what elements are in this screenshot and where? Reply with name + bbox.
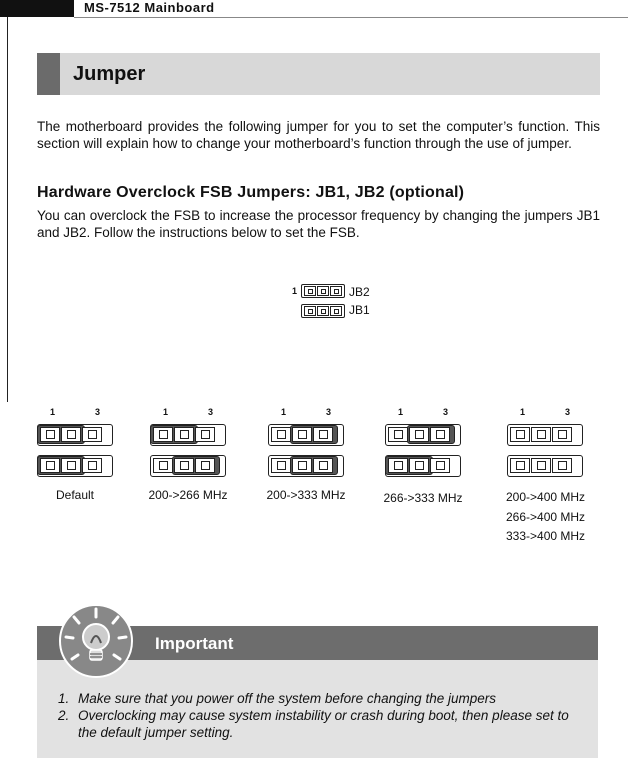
- important-item-number: 2.: [58, 708, 70, 723]
- jumper-pin: [552, 458, 572, 473]
- pin-three-marker: 3: [326, 407, 332, 417]
- legend-jb1-header: [301, 304, 345, 318]
- jumper-pin: [313, 458, 333, 473]
- jumper-pin: [271, 458, 291, 473]
- left-margin-line: [7, 17, 8, 402]
- intro-paragraph: The motherboard provides the following jumper for you to set the computer’s function. This section will explain how to change your motherboard’s function through the use of jumper.: [37, 119, 600, 151]
- jumper-pin: [195, 458, 215, 473]
- jumper-pin: [409, 427, 429, 442]
- jumper-pin: [174, 427, 194, 442]
- pin-three-marker: 3: [443, 407, 449, 417]
- header-rule: [74, 17, 628, 18]
- jumper-pin: [510, 458, 530, 473]
- pin-three-marker: 3: [95, 407, 101, 417]
- pin-one-marker: 1: [281, 407, 287, 417]
- important-item-number: 1.: [58, 691, 70, 706]
- setting-caption: Default: [55, 488, 95, 502]
- header-title: MS-7512 Mainboard: [84, 0, 215, 15]
- important-item-text: Make sure that you power off the system before changing the jumpers: [78, 691, 496, 706]
- header-black-tab: [0, 0, 74, 17]
- important-item: [58, 690, 588, 707]
- important-item-text: Overclocking may cause system instability or crash during boot, then please set to the default jumper setting.: [78, 708, 569, 740]
- jumper-pin: [531, 427, 551, 442]
- setting-caption-list: [506, 488, 585, 547]
- setting-caption: 200->400 MHz: [506, 490, 586, 504]
- pin-one-marker: 1: [398, 407, 404, 417]
- jumper-pin: [40, 427, 60, 442]
- legend-jb1-label: JB1: [349, 303, 370, 317]
- jumper-pin: [409, 458, 429, 473]
- jb2-header: [385, 424, 461, 446]
- jumper-pin: [552, 427, 572, 442]
- important-title: Important: [155, 634, 234, 653]
- jumper-pin: [195, 427, 215, 442]
- subsection-title: Hardware Overclock FSB Jumpers: JB1, JB2 (optional): [37, 184, 465, 201]
- legend-jb2-header: [301, 284, 345, 298]
- important-item: [58, 707, 588, 741]
- jumper-pin: [430, 458, 450, 473]
- jb1-header: [385, 455, 461, 477]
- jb2-header: [37, 424, 113, 446]
- jb2-header: [150, 424, 226, 446]
- subsection-paragraph: You can overclock the FSB to increase the processor frequency by changing the jumpers JB1 and JB2. Follow the instructions below to set the FSB.: [37, 208, 600, 240]
- jumper-pin: [292, 458, 312, 473]
- jb1-header: [150, 455, 226, 477]
- jumper-pin: [430, 427, 450, 442]
- jumper-pin: [82, 427, 102, 442]
- setting-caption: 200->266 MHz: [148, 488, 228, 502]
- jumper-pin: [153, 458, 173, 473]
- jumper-pin: [82, 458, 102, 473]
- section-title: Jumper: [73, 63, 146, 85]
- jumper-pin: [153, 427, 173, 442]
- setting-caption: 266->333 MHz: [383, 491, 463, 505]
- jb2-header: [268, 424, 344, 446]
- jumper-pin: [388, 458, 408, 473]
- jb1-header: [37, 455, 113, 477]
- jumper-pin: [388, 427, 408, 442]
- setting-caption: 200->333 MHz: [266, 488, 346, 502]
- setting-caption: 266->400 MHz: [506, 509, 586, 524]
- pin-one-marker: 1: [50, 407, 56, 417]
- jumper-pin: [510, 427, 530, 442]
- lightbulb-icon: [58, 603, 134, 679]
- legend-pin-one: 1: [292, 286, 298, 296]
- pin-three-marker: 3: [565, 407, 571, 417]
- jumper-pin: [313, 427, 333, 442]
- jumper-pin: [271, 427, 291, 442]
- important-list: [58, 690, 588, 741]
- jumper-pin: [174, 458, 194, 473]
- pin-one-marker: 1: [163, 407, 169, 417]
- jumper-pin: [61, 458, 81, 473]
- jb1-header: [507, 455, 583, 477]
- setting-caption: 333->400 MHz: [506, 529, 586, 543]
- legend-jb2-label: JB2: [349, 285, 370, 299]
- jumper-pin: [531, 458, 551, 473]
- jb1-header: [268, 455, 344, 477]
- jumper-pin: [61, 427, 81, 442]
- section-band-accent: [37, 53, 60, 95]
- pin-one-marker: 1: [520, 407, 526, 417]
- jumper-pin: [292, 427, 312, 442]
- jb2-header: [507, 424, 583, 446]
- jumper-pin: [40, 458, 60, 473]
- pin-three-marker: 3: [208, 407, 214, 417]
